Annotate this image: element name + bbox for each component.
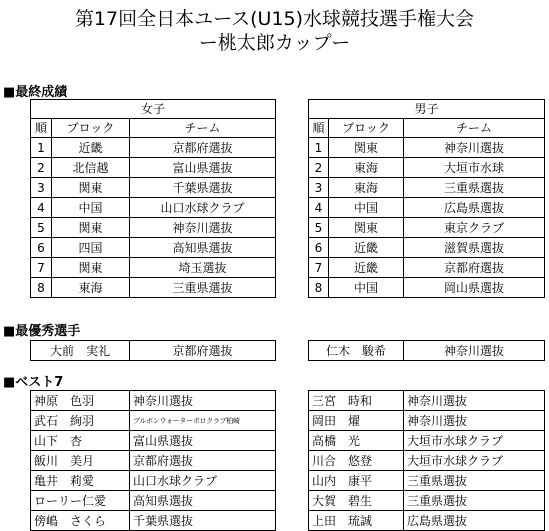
block-cell: 関東 [52, 258, 130, 278]
table-row [31, 158, 276, 178]
table-row [309, 411, 545, 431]
rank-cell: 2 [309, 158, 329, 178]
table-row [309, 451, 545, 471]
team-cell: 三重県選抜 [404, 178, 545, 198]
block-cell: 近畿 [52, 138, 130, 158]
block-cell: 近畿 [329, 238, 404, 258]
rank-cell: 2 [31, 158, 52, 178]
player-team: ブルボンウォーターポロクラブ柏崎 [130, 411, 276, 431]
player-name: 神原 色羽 [31, 391, 130, 411]
table-row [31, 238, 276, 258]
page-title: 第17回全日本ユース(U15)水球競技選手権大会 [74, 8, 475, 30]
team-cell: 富山県選抜 [130, 158, 276, 178]
table-row [309, 341, 545, 361]
block-cell: 関東 [52, 178, 130, 198]
table-row [309, 278, 545, 298]
block-cell: 東海 [329, 158, 404, 178]
team-cell: 神奈川選抜 [404, 138, 545, 158]
table-row [309, 158, 545, 178]
rank-cell: 8 [309, 278, 329, 298]
rank-header: 順 [309, 119, 329, 138]
table-row [31, 411, 276, 431]
player-team: 神奈川選抜 [404, 391, 545, 411]
block-header: ブロック [329, 119, 404, 138]
block-cell: 中国 [52, 198, 130, 218]
table-row [309, 138, 545, 158]
rank-cell: 4 [309, 198, 329, 218]
player-team: 三重県選抜 [404, 491, 545, 511]
player-name: 高橋 光 [309, 431, 404, 451]
team-cell: 岡山県選抜 [404, 278, 545, 298]
block-cell: 関東 [329, 138, 404, 158]
mvp-team: 京都府選抜 [130, 341, 276, 361]
women-best7-table [30, 390, 276, 531]
table-row [309, 471, 545, 491]
rank-cell: 8 [31, 278, 52, 298]
team-cell: 埼玉選抜 [130, 258, 276, 278]
table-row [31, 198, 276, 218]
player-team: 神奈川選抜 [404, 411, 545, 431]
rank-cell: 7 [309, 258, 329, 278]
women-mvp-table [30, 340, 276, 361]
player-name: 山内 康平 [309, 471, 404, 491]
section-final-results: ■最終成績 [3, 85, 68, 100]
team-cell: 高知県選抜 [130, 238, 276, 258]
team-cell: 京都府選抜 [130, 138, 276, 158]
men-results-table [308, 99, 545, 298]
player-name: 三宮 時和 [309, 391, 404, 411]
player-name: 川合 悠登 [309, 451, 404, 471]
team-header: チーム [404, 119, 545, 138]
men-best7-table [308, 390, 545, 531]
team-cell: 滋賀県選抜 [404, 238, 545, 258]
rank-cell: 6 [31, 238, 52, 258]
team-cell: 東京クラブ [404, 218, 545, 238]
team-cell: 三重県選抜 [130, 278, 276, 298]
player-team: 富山県選抜 [130, 431, 276, 451]
player-name: 武石 絢羽 [31, 411, 130, 431]
table-row [309, 431, 545, 451]
table-row [31, 178, 276, 198]
page-subtitle: ー桃太郎カップー [198, 32, 351, 54]
player-team: 千葉県選抜 [130, 511, 276, 531]
rank-cell: 6 [309, 238, 329, 258]
section-best7: ■ベスト7 [3, 375, 64, 390]
block-cell: 関東 [52, 218, 130, 238]
section-mvp: ■最優秀選手 [3, 324, 81, 339]
table-row [309, 218, 545, 238]
team-cell: 千葉県選抜 [130, 178, 276, 198]
table-row [31, 278, 276, 298]
table-row [31, 511, 276, 531]
block-cell: 中国 [329, 278, 404, 298]
block-cell: 東海 [52, 278, 130, 298]
player-team: 大垣市水球クラブ [404, 451, 545, 471]
rank-cell: 5 [309, 218, 329, 238]
women-label: 女子 [31, 100, 276, 119]
rank-cell: 4 [31, 198, 52, 218]
player-team: 山口水球クラブ [130, 471, 276, 491]
block-cell: 東海 [329, 178, 404, 198]
rank-cell: 3 [31, 178, 52, 198]
table-row [309, 258, 545, 278]
rank-cell: 1 [31, 138, 52, 158]
block-cell: 中国 [329, 198, 404, 218]
block-cell: 北信越 [52, 158, 130, 178]
block-cell: 四国 [52, 238, 130, 258]
team-cell: 大垣市水球 [404, 158, 545, 178]
team-cell: 広島県選抜 [404, 198, 545, 218]
table-row [309, 491, 545, 511]
team-header: チーム [130, 119, 276, 138]
player-team: 京都府選抜 [130, 451, 276, 471]
player-name: 亀井 莉愛 [31, 471, 130, 491]
player-name: ローリー仁愛 [31, 491, 130, 511]
player-name: 大賀 碧生 [309, 491, 404, 511]
table-row [309, 178, 545, 198]
table-row [309, 238, 545, 258]
table-row [31, 491, 276, 511]
rank-cell: 7 [31, 258, 52, 278]
table-row [31, 431, 276, 451]
mvp-team: 神奈川選抜 [404, 341, 545, 361]
table-row [309, 391, 545, 411]
block-cell: 近畿 [329, 258, 404, 278]
rank-cell: 5 [31, 218, 52, 238]
player-team: 大垣市水球クラブ [404, 431, 545, 451]
player-team: 神奈川選抜 [130, 391, 276, 411]
mvp-name: 仁木 駿希 [309, 341, 404, 361]
table-row [31, 391, 276, 411]
men-label: 男子 [309, 100, 545, 119]
table-row [31, 341, 276, 361]
table-row [31, 471, 276, 491]
table-row [31, 258, 276, 278]
men-mvp-table [308, 340, 545, 361]
women-results-table [30, 99, 276, 298]
table-row [31, 218, 276, 238]
player-name: 傍嶋 さくら [31, 511, 130, 531]
team-cell: 神奈川選抜 [130, 218, 276, 238]
rank-header: 順 [31, 119, 52, 138]
team-cell: 京都府選抜 [404, 258, 545, 278]
player-name: 岡田 燿 [309, 411, 404, 431]
player-team: 高知県選抜 [130, 491, 276, 511]
player-name: 上田 琉誠 [309, 511, 404, 531]
table-row [31, 451, 276, 471]
player-name: 飯川 美月 [31, 451, 130, 471]
rank-cell: 3 [309, 178, 329, 198]
player-team: 三重県選抜 [404, 471, 545, 491]
table-row [309, 511, 545, 531]
block-header: ブロック [52, 119, 130, 138]
player-name: 山下 杏 [31, 431, 130, 451]
team-cell: 山口水球クラブ [130, 198, 276, 218]
block-cell: 関東 [329, 218, 404, 238]
mvp-name: 大前 実礼 [31, 341, 130, 361]
table-row [31, 138, 276, 158]
player-team: 広島県選抜 [404, 511, 545, 531]
table-row [309, 198, 545, 218]
rank-cell: 1 [309, 138, 329, 158]
